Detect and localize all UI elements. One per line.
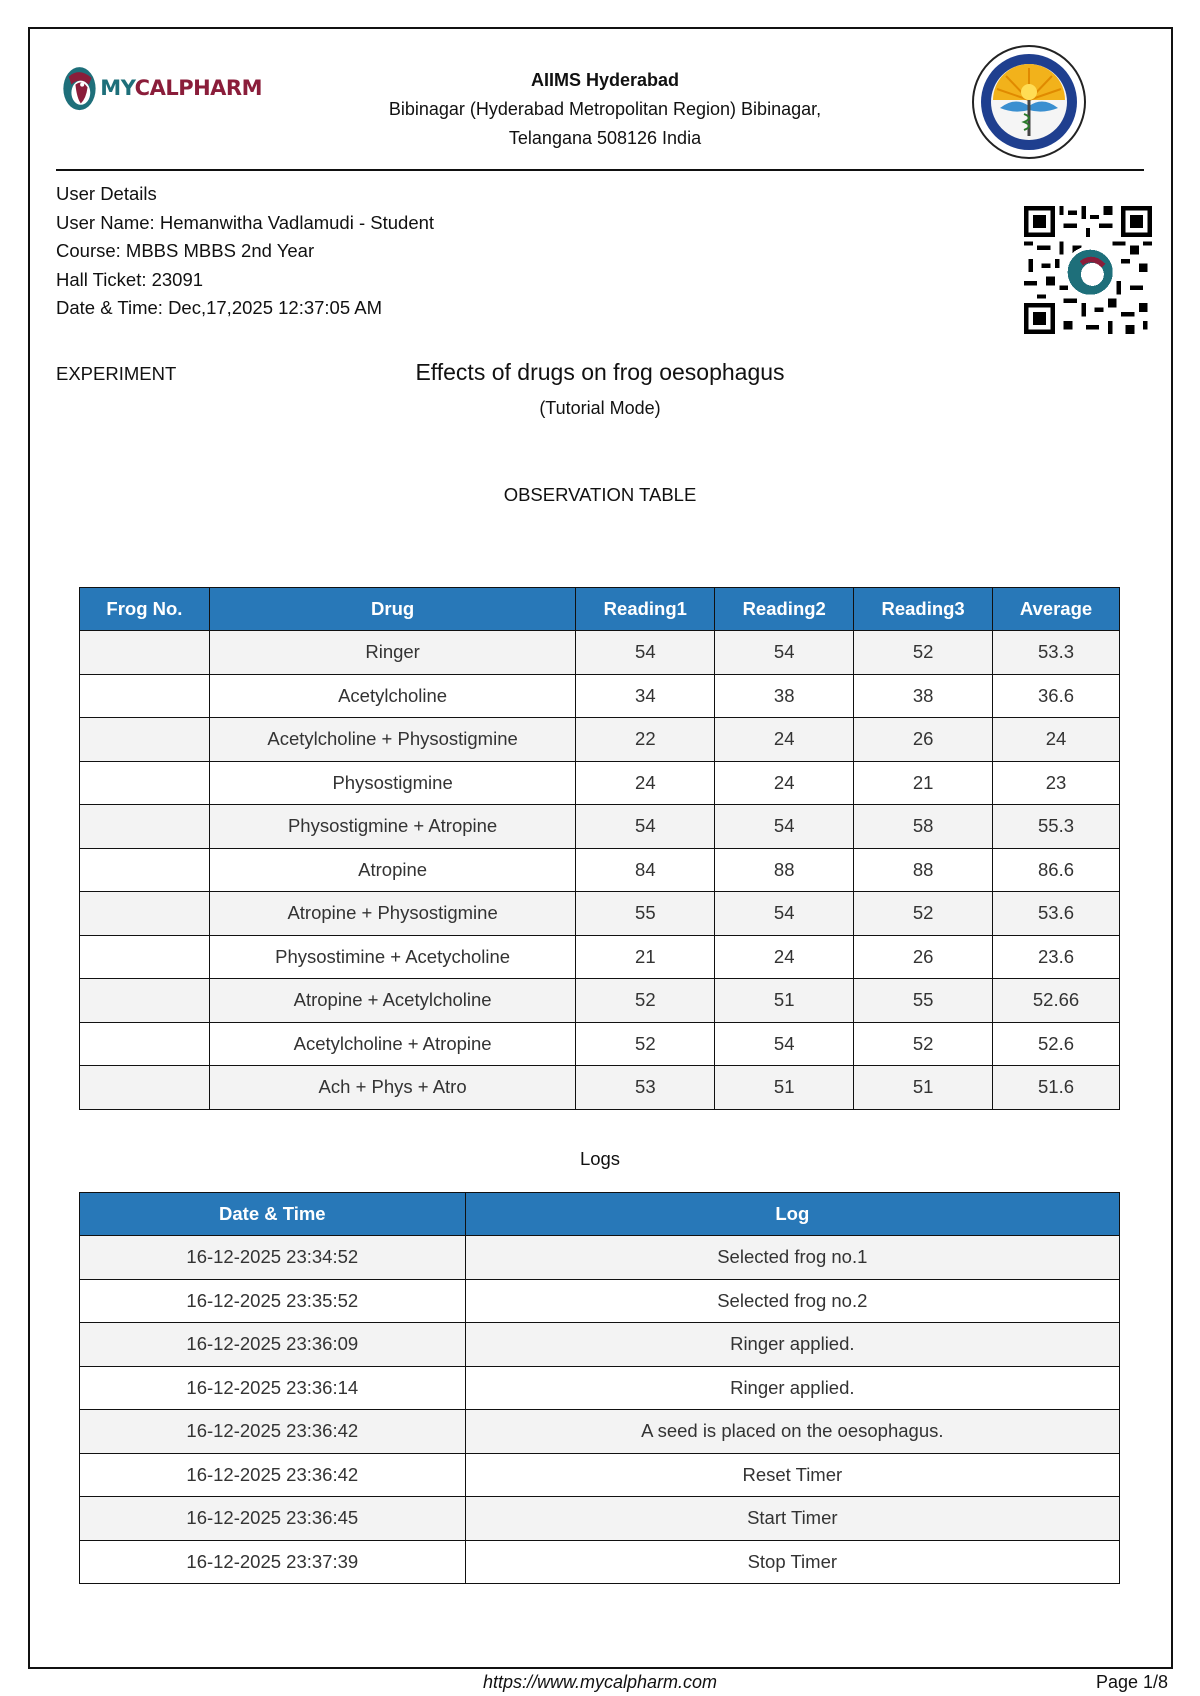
table-cell: A seed is placed on the oesophagus. (465, 1410, 1119, 1454)
logs-body (80, 1236, 1120, 1584)
log-row (80, 1497, 1120, 1541)
user-details-heading: User Details (56, 183, 157, 204)
table-cell: Acetylcholine + Atropine (209, 1022, 576, 1066)
table-cell: 38 (715, 674, 854, 718)
table-cell: Acetylcholine (209, 674, 576, 718)
observation-row (80, 935, 1120, 979)
table-cell: 16-12-2025 23:36:09 (80, 1323, 466, 1367)
table-cell: 51 (715, 979, 854, 1023)
table-cell: 22 (576, 718, 715, 762)
col-reading1: Reading1 (576, 588, 715, 631)
qr-code-icon (1024, 206, 1152, 334)
log-row (80, 1410, 1120, 1454)
experiment-title: Effects of drugs on frog oesophagus (415, 359, 785, 385)
col-drug: Drug (209, 588, 576, 631)
frog-logo-icon (62, 53, 98, 123)
table-cell: Selected frog no.2 (465, 1279, 1119, 1323)
mycalpharm-logo (62, 52, 262, 124)
table-cell (80, 674, 210, 718)
header-divider (56, 169, 1144, 171)
table-cell: Stop Timer (465, 1540, 1119, 1584)
table-cell (80, 761, 210, 805)
table-cell: Selected frog no.1 (465, 1236, 1119, 1280)
footer-page-number: Page 1/8 (1095, 1672, 1168, 1692)
log-row (80, 1540, 1120, 1584)
table-cell: Start Timer (465, 1497, 1119, 1541)
observation-table (79, 587, 1120, 1110)
logs-title: Logs (579, 1148, 621, 1169)
table-cell: 86.6 (993, 848, 1120, 892)
log-row (80, 1236, 1120, 1280)
user-hall-ticket: Hall Ticket: 23091 (56, 268, 204, 290)
table-cell: 16-12-2025 23:36:42 (80, 1410, 466, 1454)
log-row (80, 1366, 1120, 1410)
log-row (80, 1323, 1120, 1367)
table-cell: 52 (854, 631, 993, 675)
table-cell: 53 (576, 1066, 715, 1110)
table-cell (80, 892, 210, 936)
table-cell: 52.66 (993, 979, 1120, 1023)
observation-row (80, 718, 1120, 762)
observation-row (80, 805, 1120, 849)
address-line-1: Bibinagar (Hyderabad Metropolitan Region) Bibinagar, (388, 99, 822, 119)
table-cell: 24 (993, 718, 1120, 762)
col-average: Average (993, 588, 1120, 631)
table-cell: 55 (854, 979, 993, 1023)
user-details (56, 180, 434, 323)
table-cell: 34 (576, 674, 715, 718)
observation-row (80, 848, 1120, 892)
observation-body (80, 631, 1120, 1110)
table-cell: Ringer applied. (465, 1366, 1119, 1410)
observation-row (80, 761, 1120, 805)
table-cell: 51 (854, 1066, 993, 1110)
table-cell: Ach + Phys + Atro (209, 1066, 576, 1110)
table-cell: 38 (854, 674, 993, 718)
table-cell: Atropine + Physostigmine (209, 892, 576, 936)
table-cell: 52.6 (993, 1022, 1120, 1066)
table-cell: 54 (715, 631, 854, 675)
experiment-mode: (Tutorial Mode) (539, 398, 661, 418)
table-cell: 55 (576, 892, 715, 936)
table-cell: 16-12-2025 23:36:14 (80, 1366, 466, 1410)
observation-row (80, 1022, 1120, 1066)
log-row (80, 1453, 1120, 1497)
table-cell (80, 979, 210, 1023)
table-cell (80, 1022, 210, 1066)
institution-block (330, 66, 880, 153)
col-frog-no: Frog No. (80, 588, 210, 631)
table-cell: 55.3 (993, 805, 1120, 849)
table-cell: 36.6 (993, 674, 1120, 718)
address-line-2: Telangana 508126 India (508, 128, 702, 148)
col-reading2: Reading2 (715, 588, 854, 631)
table-cell (80, 805, 210, 849)
table-cell: Reset Timer (465, 1453, 1119, 1497)
table-cell: Physostigmine (209, 761, 576, 805)
table-cell: 26 (854, 718, 993, 762)
table-cell: 52 (854, 1022, 993, 1066)
table-cell (80, 935, 210, 979)
table-cell: Physostimine + Acetycholine (209, 935, 576, 979)
table-cell: 26 (854, 935, 993, 979)
table-cell: 52 (576, 1022, 715, 1066)
log-row (80, 1279, 1120, 1323)
table-cell (80, 631, 210, 675)
table-cell: 24 (576, 761, 715, 805)
table-cell: 24 (715, 718, 854, 762)
table-cell: 51 (715, 1066, 854, 1110)
table-cell: Atropine + Acetylcholine (209, 979, 576, 1023)
table-cell: 54 (576, 631, 715, 675)
table-cell: 21 (576, 935, 715, 979)
table-cell: 58 (854, 805, 993, 849)
col-reading3: Reading3 (854, 588, 993, 631)
observation-row (80, 1066, 1120, 1110)
logo-text-prefix: MY (100, 76, 135, 100)
logo-text (100, 76, 262, 100)
aiims-emblem-icon (970, 44, 1088, 160)
table-cell: 16-12-2025 23:34:52 (80, 1236, 466, 1280)
table-cell: 16-12-2025 23:37:39 (80, 1540, 466, 1584)
table-cell: 24 (715, 761, 854, 805)
table-cell: Acetylcholine + Physostigmine (209, 718, 576, 762)
observation-row (80, 674, 1120, 718)
observation-row (80, 979, 1120, 1023)
table-cell: 54 (715, 805, 854, 849)
col-log-datetime: Date & Time (80, 1193, 466, 1236)
table-cell: 53.3 (993, 631, 1120, 675)
table-cell: 51.6 (993, 1066, 1120, 1110)
observation-header-row (80, 588, 1120, 631)
table-cell: 24 (715, 935, 854, 979)
institution-name: AIIMS Hyderabad (530, 70, 680, 90)
logo-text-suffix: CALPHARM (134, 76, 262, 100)
user-name: User Name: Hemanwitha Vadlamudi - Student (56, 211, 435, 233)
table-cell: 16-12-2025 23:36:45 (80, 1497, 466, 1541)
experiment-label: EXPERIMENT (56, 363, 177, 384)
observation-table-title: OBSERVATION TABLE (503, 484, 697, 505)
table-cell: 88 (854, 848, 993, 892)
observation-row (80, 631, 1120, 675)
table-cell (80, 718, 210, 762)
logs-header-row (80, 1193, 1120, 1236)
observation-row (80, 892, 1120, 936)
table-cell (80, 1066, 210, 1110)
col-log-text: Log (465, 1193, 1119, 1236)
table-cell: Atropine (209, 848, 576, 892)
table-cell: 84 (576, 848, 715, 892)
table-cell: 88 (715, 848, 854, 892)
table-cell: 23.6 (993, 935, 1120, 979)
table-cell: 54 (715, 892, 854, 936)
table-cell: Ringer applied. (465, 1323, 1119, 1367)
footer-url[interactable]: https://www.mycalpharm.com (482, 1672, 718, 1692)
table-cell: 52 (854, 892, 993, 936)
logs-table (79, 1192, 1120, 1584)
table-cell: 54 (715, 1022, 854, 1066)
table-cell: 53.6 (993, 892, 1120, 936)
user-datetime: Date & Time: Dec,17,2025 12:37:05 AM (56, 297, 382, 318)
user-course: Course: MBBS MBBS 2nd Year (56, 240, 315, 261)
table-cell: 16-12-2025 23:35:52 (80, 1279, 466, 1323)
table-cell: Ringer (209, 631, 576, 675)
table-cell: 21 (854, 761, 993, 805)
table-cell: 16-12-2025 23:36:42 (80, 1453, 466, 1497)
table-cell: 54 (576, 805, 715, 849)
table-cell (80, 848, 210, 892)
table-cell: 52 (576, 979, 715, 1023)
table-cell: 23 (993, 761, 1120, 805)
table-cell: Physostigmine + Atropine (209, 805, 576, 849)
